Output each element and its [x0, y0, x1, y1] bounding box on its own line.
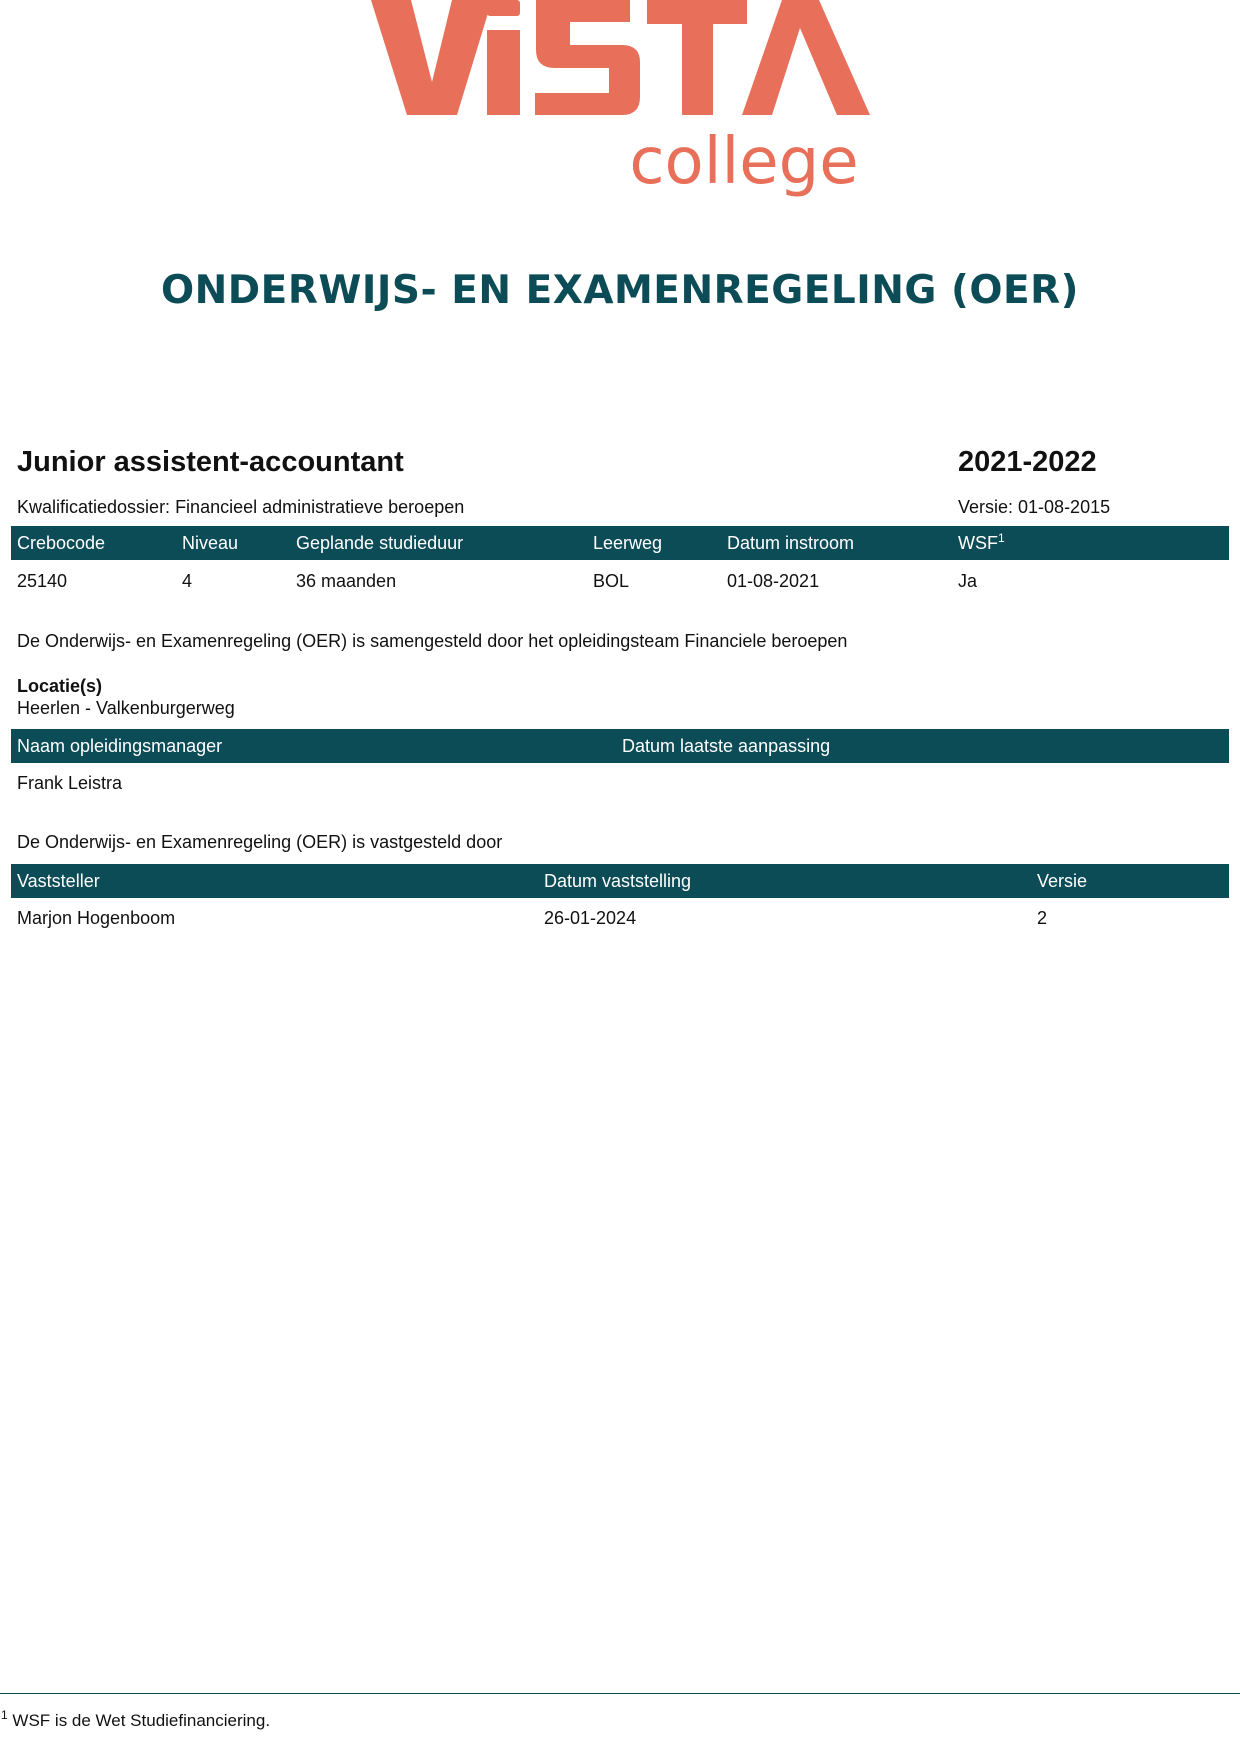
header-approval-date: Datum vaststelling	[544, 871, 692, 891]
header-niveau: Niveau	[182, 533, 239, 553]
established-by-text: De Onderwijs- en Examenregeling (OER) is vastgesteld door	[17, 832, 503, 852]
value-approval-version: 2	[1037, 908, 1048, 928]
locations-label: Locatie(s)	[17, 676, 103, 696]
header-crebocode: Crebocode	[17, 533, 106, 553]
approval-table-row	[11, 901, 1229, 935]
vista-college-logo	[0, 0, 1240, 210]
header-approval-version: Versie	[1037, 871, 1088, 891]
footnote	[1, 1708, 271, 1731]
value-instroom: 01-08-2021	[727, 571, 820, 591]
qualification-version: Versie: 01-08-2015	[958, 497, 1111, 517]
value-crebocode: 25140	[17, 571, 68, 591]
value-approver: Marjon Hogenboom	[17, 908, 176, 928]
program-name: Junior assistent-accountant	[17, 446, 404, 478]
manager-table-row	[11, 766, 1229, 800]
header-wsf-label: WSF	[958, 533, 998, 553]
composed-by-text: De Onderwijs- en Examenregeling (OER) is samengesteld door het opleidingsteam Financiele beroepen	[17, 631, 848, 651]
header-manager-name: Naam opleidingsmanager	[17, 736, 223, 756]
academic-year: 2021-2022	[958, 446, 1097, 478]
footnote-divider	[0, 1693, 1240, 1694]
logo-subline: college	[629, 125, 859, 199]
value-manager-name: Frank Leistra	[17, 773, 123, 793]
header-instroom: Datum instroom	[727, 533, 855, 553]
header-leerweg: Leerweg	[593, 533, 663, 553]
approval-table-header	[11, 864, 1229, 898]
header-approver: Vaststeller	[17, 871, 100, 891]
locations-value: Heerlen - Valkenburgerweg	[17, 698, 235, 718]
document-title: ONDERWIJS- EN EXAMENREGELING (OER)	[161, 268, 1079, 313]
value-leerweg: BOL	[593, 571, 630, 591]
value-studieduur: 36 maanden	[296, 571, 397, 591]
qualification-file: Kwalificatiedossier: Financieel administratieve beroepen	[17, 497, 465, 517]
header-last-modified: Datum laatste aanpassing	[622, 736, 831, 756]
value-approval-date: 26-01-2024	[544, 908, 637, 928]
value-wsf: Ja	[958, 571, 978, 591]
manager-table-header	[11, 729, 1229, 763]
header-studieduur: Geplande studieduur	[296, 533, 464, 553]
details-table-row	[11, 564, 1229, 598]
details-table-header	[11, 526, 1229, 560]
footnote-mark: 1	[1, 1708, 8, 1722]
header-wsf	[958, 526, 1005, 560]
footnote-reference: 1	[998, 531, 1005, 545]
value-niveau: 4	[182, 571, 193, 591]
footnote-text: WSF is de Wet Studiefinanciering.	[12, 1711, 271, 1730]
